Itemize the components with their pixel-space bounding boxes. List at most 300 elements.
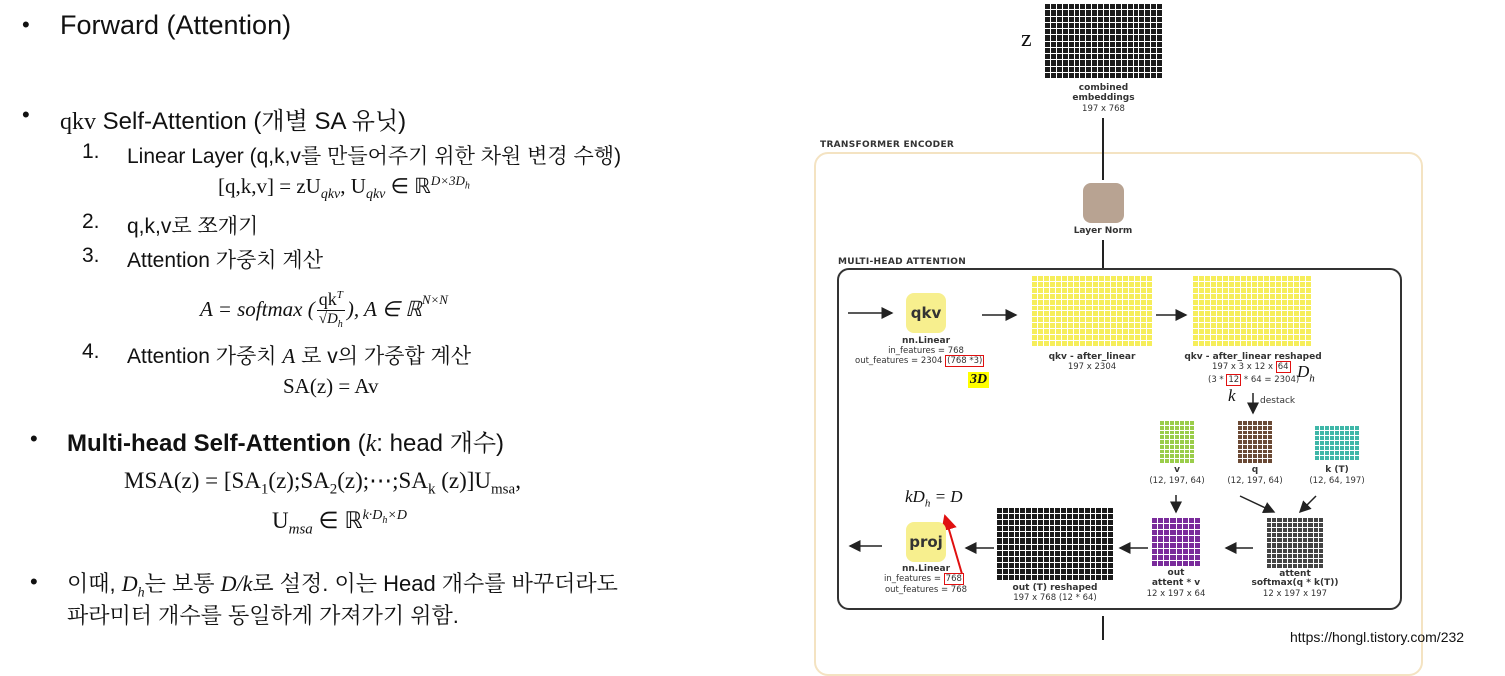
grid-cell bbox=[1170, 445, 1174, 449]
grid-cell bbox=[1141, 294, 1146, 299]
grid-cell bbox=[1268, 421, 1272, 425]
grid-cell bbox=[1288, 538, 1292, 542]
grid-cell bbox=[1229, 294, 1234, 299]
grid-cell bbox=[1158, 543, 1163, 548]
grid-cell bbox=[1223, 323, 1228, 328]
grid-cell bbox=[1315, 451, 1319, 455]
grid-cell bbox=[1099, 335, 1104, 340]
grid-cell bbox=[1068, 329, 1073, 334]
grid-cell bbox=[1038, 563, 1043, 568]
grid-cell bbox=[1263, 445, 1267, 449]
grid-cell bbox=[1350, 426, 1354, 430]
grid-cell bbox=[1282, 323, 1287, 328]
grid-cell bbox=[1238, 445, 1242, 449]
grid-cell bbox=[1183, 561, 1188, 566]
grid-cell bbox=[1067, 520, 1072, 525]
grid-cell bbox=[1319, 554, 1323, 558]
grid-cell bbox=[1217, 323, 1222, 328]
grid-cell bbox=[1293, 554, 1297, 558]
grid-cell bbox=[1314, 518, 1318, 522]
grid-cell bbox=[1314, 554, 1318, 558]
grid-cell bbox=[1135, 306, 1140, 311]
grid-cell bbox=[1183, 555, 1188, 560]
out-reshaped-grid bbox=[997, 508, 1113, 580]
grid-cell bbox=[1044, 335, 1049, 340]
grid-cell bbox=[1303, 523, 1307, 527]
grid-cell bbox=[1320, 451, 1324, 455]
grid-cell bbox=[1277, 559, 1281, 563]
grid-cell bbox=[1050, 532, 1055, 537]
grid-cell bbox=[1152, 518, 1157, 523]
grid-cell bbox=[1247, 288, 1252, 293]
grid-cell bbox=[1276, 341, 1281, 346]
grid-cell bbox=[1229, 317, 1234, 322]
grid-cell bbox=[1303, 518, 1307, 522]
grid-cell bbox=[1217, 335, 1222, 340]
grid-cell bbox=[1185, 459, 1189, 463]
grid-cell bbox=[1026, 526, 1031, 531]
grid-cell bbox=[1108, 545, 1113, 550]
grid-cell bbox=[1264, 317, 1269, 322]
grid-cell bbox=[1258, 435, 1262, 439]
grid-cell bbox=[1340, 456, 1344, 460]
grid-cell bbox=[1229, 276, 1234, 281]
grid-cell bbox=[1185, 440, 1189, 444]
grid-cell bbox=[1067, 551, 1072, 556]
grid-cell bbox=[1032, 538, 1037, 543]
out-reshaped-title: out (T) reshaped bbox=[1012, 583, 1098, 593]
grid-cell bbox=[1105, 288, 1110, 293]
grid-cell bbox=[1238, 459, 1242, 463]
grid-cell bbox=[1073, 508, 1078, 513]
grid-cell bbox=[1080, 329, 1085, 334]
grid-cell bbox=[1009, 526, 1014, 531]
grid-cell bbox=[1270, 300, 1275, 305]
grid-cell bbox=[1195, 555, 1200, 560]
grid-cell bbox=[1026, 575, 1031, 580]
grid-cell bbox=[1061, 557, 1066, 562]
step-number: 1. bbox=[82, 140, 100, 163]
destack-label: destack bbox=[1260, 396, 1296, 406]
grid-cell bbox=[1268, 450, 1272, 454]
proj-chip: proj bbox=[906, 522, 946, 562]
grid-cell bbox=[1185, 426, 1189, 430]
grid-cell bbox=[997, 557, 1002, 562]
grid-cell bbox=[1294, 329, 1299, 334]
grid-cell bbox=[1032, 545, 1037, 550]
grid-cell bbox=[1270, 329, 1275, 334]
grid-cell bbox=[1189, 549, 1194, 554]
grid-cell bbox=[1294, 294, 1299, 299]
grid-cell bbox=[1267, 564, 1271, 568]
grid-cell bbox=[1300, 306, 1305, 311]
grid-cell bbox=[1093, 300, 1098, 305]
grid-cell bbox=[1282, 329, 1287, 334]
grid-cell bbox=[1300, 335, 1305, 340]
grid-cell bbox=[1272, 523, 1276, 527]
grid-cell bbox=[1003, 575, 1008, 580]
grid-cell bbox=[1268, 440, 1272, 444]
grid-cell bbox=[1211, 282, 1216, 287]
grid-cell bbox=[1193, 335, 1198, 340]
grid-cell bbox=[1050, 317, 1055, 322]
grid-cell bbox=[1267, 523, 1271, 527]
grid-cell bbox=[1105, 276, 1110, 281]
grid-cell bbox=[1320, 426, 1324, 430]
grid-cell bbox=[1282, 335, 1287, 340]
grid-cell bbox=[1117, 335, 1122, 340]
grid-cell bbox=[1223, 311, 1228, 316]
grid-cell bbox=[1267, 543, 1271, 547]
grid-cell bbox=[1086, 329, 1091, 334]
grid-cell bbox=[1270, 294, 1275, 299]
grid-cell bbox=[1141, 306, 1146, 311]
grid-cell bbox=[1193, 323, 1198, 328]
grid-cell bbox=[1217, 300, 1222, 305]
grid-cell bbox=[1158, 549, 1163, 554]
grid-cell bbox=[1223, 306, 1228, 311]
grid-cell bbox=[1288, 533, 1292, 537]
grid-cell bbox=[1062, 282, 1067, 287]
grid-cell bbox=[1117, 317, 1122, 322]
grid-cell bbox=[1355, 426, 1359, 430]
grid-cell bbox=[1020, 508, 1025, 513]
grid-cell bbox=[1165, 421, 1169, 425]
grid-cell bbox=[1141, 329, 1146, 334]
grid-cell bbox=[1073, 569, 1078, 574]
grid-cell bbox=[1264, 306, 1269, 311]
grid-cell bbox=[1117, 276, 1122, 281]
qkv-after-linear-grid bbox=[1032, 276, 1152, 346]
grid-cell bbox=[1253, 459, 1257, 463]
grid-cell bbox=[1135, 276, 1140, 281]
transformer-encoder-label: TRANSFORMER ENCODER bbox=[820, 140, 955, 150]
grid-cell bbox=[1211, 311, 1216, 316]
grid-cell bbox=[1111, 288, 1116, 293]
grid-cell bbox=[1003, 526, 1008, 531]
out-attent-v-grid bbox=[1152, 518, 1200, 566]
grid-cell bbox=[1350, 456, 1354, 460]
grid-cell bbox=[1276, 335, 1281, 340]
grid-cell bbox=[1247, 282, 1252, 287]
grid-cell bbox=[1080, 323, 1085, 328]
grid-cell bbox=[1080, 311, 1085, 316]
grid-cell bbox=[1195, 530, 1200, 535]
grid-cell bbox=[1229, 329, 1234, 334]
grid-cell bbox=[1102, 526, 1107, 531]
grid-cell bbox=[1185, 450, 1189, 454]
grid-cell bbox=[1038, 306, 1043, 311]
grid-cell bbox=[1074, 317, 1079, 322]
grid-cell bbox=[1096, 514, 1101, 519]
grid-cell bbox=[1093, 294, 1098, 299]
grid-cell bbox=[1189, 561, 1194, 566]
grid-cell bbox=[1199, 341, 1204, 346]
grid-cell bbox=[1272, 564, 1276, 568]
grid-cell bbox=[1108, 526, 1113, 531]
grid-cell bbox=[1080, 335, 1085, 340]
grid-cell bbox=[1020, 551, 1025, 556]
grid-cell bbox=[1238, 440, 1242, 444]
grid-cell bbox=[1258, 440, 1262, 444]
grid-cell bbox=[1170, 536, 1175, 541]
grid-cell bbox=[1062, 335, 1067, 340]
grid-cell bbox=[1170, 454, 1174, 458]
grid-cell bbox=[1294, 288, 1299, 293]
grid-cell bbox=[1068, 311, 1073, 316]
grid-cell bbox=[1055, 569, 1060, 574]
grid-cell bbox=[1205, 276, 1210, 281]
grid-cell bbox=[1067, 508, 1072, 513]
grid-cell bbox=[1055, 563, 1060, 568]
grid-cell bbox=[1247, 300, 1252, 305]
grid-cell bbox=[1205, 306, 1210, 311]
grid-cell bbox=[1102, 538, 1107, 543]
grid-cell bbox=[1080, 276, 1085, 281]
grid-cell bbox=[1091, 514, 1096, 519]
grid-cell bbox=[997, 532, 1002, 537]
equation-umsa: $U_{msa}$ ∈ ℝ$^{k\cdot D_h\times D}$ bbox=[272, 508, 407, 538]
grid-cell bbox=[1252, 323, 1257, 328]
grid-cell bbox=[1073, 526, 1078, 531]
grid-cell bbox=[1074, 276, 1079, 281]
grid-cell bbox=[1050, 300, 1055, 305]
grid-cell bbox=[1248, 459, 1252, 463]
grid-cell bbox=[1165, 445, 1169, 449]
grid-cell bbox=[1211, 276, 1216, 281]
grid-cell bbox=[1015, 569, 1020, 574]
grid-cell bbox=[1306, 335, 1311, 340]
grid-cell bbox=[1003, 551, 1008, 556]
grid-cell bbox=[1199, 306, 1204, 311]
grid-cell bbox=[1086, 335, 1091, 340]
grid-cell bbox=[1165, 435, 1169, 439]
grid-cell bbox=[1032, 288, 1037, 293]
grid-cell bbox=[1135, 317, 1140, 322]
grid-cell bbox=[1314, 543, 1318, 547]
grid-cell bbox=[1263, 459, 1267, 463]
grid-cell bbox=[1099, 288, 1104, 293]
grid-cell bbox=[1085, 532, 1090, 537]
grid-cell bbox=[1190, 435, 1194, 439]
grid-cell bbox=[1067, 538, 1072, 543]
grid-cell bbox=[1079, 520, 1084, 525]
grid-cell bbox=[1294, 282, 1299, 287]
grid-cell bbox=[1268, 426, 1272, 430]
grid-cell bbox=[1096, 508, 1101, 513]
grid-cell bbox=[1044, 532, 1049, 537]
grid-cell bbox=[1199, 276, 1204, 281]
grid-cell bbox=[1345, 446, 1349, 450]
grid-cell bbox=[1175, 454, 1179, 458]
grid-cell bbox=[1111, 306, 1116, 311]
grid-cell bbox=[1248, 454, 1252, 458]
grid-cell bbox=[997, 545, 1002, 550]
grid-cell bbox=[1062, 294, 1067, 299]
grid-cell bbox=[1190, 459, 1194, 463]
heading-forward: Forward (Attention) bbox=[60, 10, 292, 40]
grid-cell bbox=[1319, 543, 1323, 547]
grid-cell bbox=[1062, 276, 1067, 281]
grid-cell bbox=[1105, 300, 1110, 305]
grid-cell bbox=[1044, 282, 1049, 287]
grid-cell bbox=[1032, 329, 1037, 334]
grid-cell bbox=[1009, 563, 1014, 568]
grid-cell bbox=[1050, 323, 1055, 328]
grid-cell bbox=[1205, 294, 1210, 299]
grid-cell bbox=[1073, 538, 1078, 543]
grid-cell bbox=[1111, 323, 1116, 328]
grid-cell bbox=[1258, 288, 1263, 293]
grid-cell bbox=[1038, 311, 1043, 316]
grid-cell bbox=[1298, 528, 1302, 532]
grid-cell bbox=[1189, 536, 1194, 541]
grid-cell bbox=[1032, 508, 1037, 513]
grid-cell bbox=[1170, 421, 1174, 425]
grid-cell bbox=[1032, 532, 1037, 537]
grid-cell bbox=[1277, 523, 1281, 527]
grid-cell bbox=[1175, 445, 1179, 449]
grid-cell bbox=[1165, 426, 1169, 430]
grid-cell bbox=[1330, 431, 1334, 435]
grid-cell bbox=[1252, 306, 1257, 311]
grid-cell bbox=[1241, 329, 1246, 334]
grid-cell bbox=[1308, 518, 1312, 522]
in-features-2: in_features = 768 bbox=[884, 574, 962, 584]
grid-cell bbox=[1345, 456, 1349, 460]
grid-cell bbox=[1105, 311, 1110, 316]
grid-cell bbox=[1091, 538, 1096, 543]
grid-cell bbox=[1147, 317, 1152, 322]
k-transposed-grid bbox=[1315, 426, 1359, 460]
grid-cell bbox=[1177, 524, 1182, 529]
grid-cell bbox=[1050, 569, 1055, 574]
grid-cell bbox=[1044, 341, 1049, 346]
grid-cell bbox=[1044, 569, 1049, 574]
grid-cell bbox=[1044, 545, 1049, 550]
grid-cell bbox=[1177, 536, 1182, 541]
grid-cell bbox=[1050, 341, 1055, 346]
grid-cell bbox=[1306, 306, 1311, 311]
grid-cell bbox=[1185, 421, 1189, 425]
grid-cell bbox=[1038, 276, 1043, 281]
attent-formula: softmax(q * k(T)) bbox=[1251, 578, 1339, 588]
grid-cell bbox=[1235, 276, 1240, 281]
grid-cell bbox=[1283, 559, 1287, 563]
grid-cell bbox=[1020, 526, 1025, 531]
grid-cell bbox=[1241, 300, 1246, 305]
grid-cell bbox=[1243, 445, 1247, 449]
grid-cell bbox=[1252, 276, 1257, 281]
grid-cell bbox=[1147, 276, 1152, 281]
grid-cell bbox=[1093, 341, 1098, 346]
grid-cell bbox=[1152, 555, 1157, 560]
grid-cell bbox=[1211, 306, 1216, 311]
grid-cell bbox=[1330, 436, 1334, 440]
grid-cell bbox=[1190, 445, 1194, 449]
grid-cell bbox=[1099, 306, 1104, 311]
equation-sa: SA(z) = Av bbox=[283, 374, 379, 398]
grid-cell bbox=[1061, 563, 1066, 568]
grid-cell bbox=[1009, 551, 1014, 556]
grid-cell bbox=[1003, 563, 1008, 568]
kT-dims: (12, 64, 197) bbox=[1309, 476, 1365, 486]
grid-cell bbox=[1229, 282, 1234, 287]
grid-cell bbox=[1185, 435, 1189, 439]
grid-cell bbox=[1135, 282, 1140, 287]
grid-cell bbox=[1223, 335, 1228, 340]
grid-cell bbox=[1129, 294, 1134, 299]
grid-cell bbox=[1067, 532, 1072, 537]
grid-cell bbox=[1170, 426, 1174, 430]
grid-cell bbox=[1044, 311, 1049, 316]
grid-cell bbox=[1061, 545, 1066, 550]
grid-cell bbox=[1062, 317, 1067, 322]
grid-cell bbox=[1141, 288, 1146, 293]
grid-cell bbox=[1165, 440, 1169, 444]
grid-cell bbox=[1340, 426, 1344, 430]
grid-cell bbox=[1044, 514, 1049, 519]
grid-cell bbox=[1086, 282, 1091, 287]
grid-cell bbox=[1190, 454, 1194, 458]
grid-cell bbox=[1003, 514, 1008, 519]
layer-norm-label: Layer Norm bbox=[1073, 226, 1133, 236]
grid-cell bbox=[1093, 311, 1098, 316]
grid-cell bbox=[1096, 538, 1101, 543]
grid-cell bbox=[1044, 300, 1049, 305]
grid-cell bbox=[1345, 441, 1349, 445]
grid-cell bbox=[1085, 520, 1090, 525]
grid-cell bbox=[1298, 559, 1302, 563]
grid-cell bbox=[1085, 569, 1090, 574]
grid-cell bbox=[1314, 549, 1318, 553]
grid-cell bbox=[1267, 549, 1271, 553]
grid-cell bbox=[1248, 435, 1252, 439]
grid-cell bbox=[1020, 520, 1025, 525]
grid-cell bbox=[1165, 450, 1169, 454]
grid-cell bbox=[1099, 323, 1104, 328]
grid-cell bbox=[1300, 341, 1305, 346]
grid-cell bbox=[1086, 317, 1091, 322]
grid-cell bbox=[1319, 518, 1323, 522]
grid-cell bbox=[1129, 335, 1134, 340]
grid-cell bbox=[1026, 545, 1031, 550]
combined-dims: 197 x 768 bbox=[1082, 104, 1125, 114]
grid-cell bbox=[1264, 335, 1269, 340]
grid-cell bbox=[1147, 323, 1152, 328]
grid-cell bbox=[1085, 557, 1090, 562]
grid-cell bbox=[1264, 323, 1269, 328]
grid-cell bbox=[1319, 528, 1323, 532]
grid-cell bbox=[1335, 426, 1339, 430]
grid-cell bbox=[1190, 440, 1194, 444]
grid-cell bbox=[1099, 276, 1104, 281]
grid-cell bbox=[1079, 526, 1084, 531]
qkv-chip: qkv bbox=[906, 293, 946, 333]
reshaped-dims-2: (3 * 12 * 64 = 2304) bbox=[1208, 375, 1300, 385]
grid-cell bbox=[1062, 329, 1067, 334]
grid-cell bbox=[1276, 282, 1281, 287]
grid-cell bbox=[1055, 520, 1060, 525]
grid-cell bbox=[1111, 282, 1116, 287]
label-kDh-equals-D: $kD_h = D$ bbox=[905, 487, 963, 510]
grid-cell bbox=[1248, 450, 1252, 454]
grid-cell bbox=[1315, 426, 1319, 430]
grid-cell bbox=[1293, 538, 1297, 542]
grid-cell bbox=[1117, 311, 1122, 316]
grid-cell bbox=[1147, 300, 1152, 305]
grid-cell bbox=[1340, 436, 1344, 440]
